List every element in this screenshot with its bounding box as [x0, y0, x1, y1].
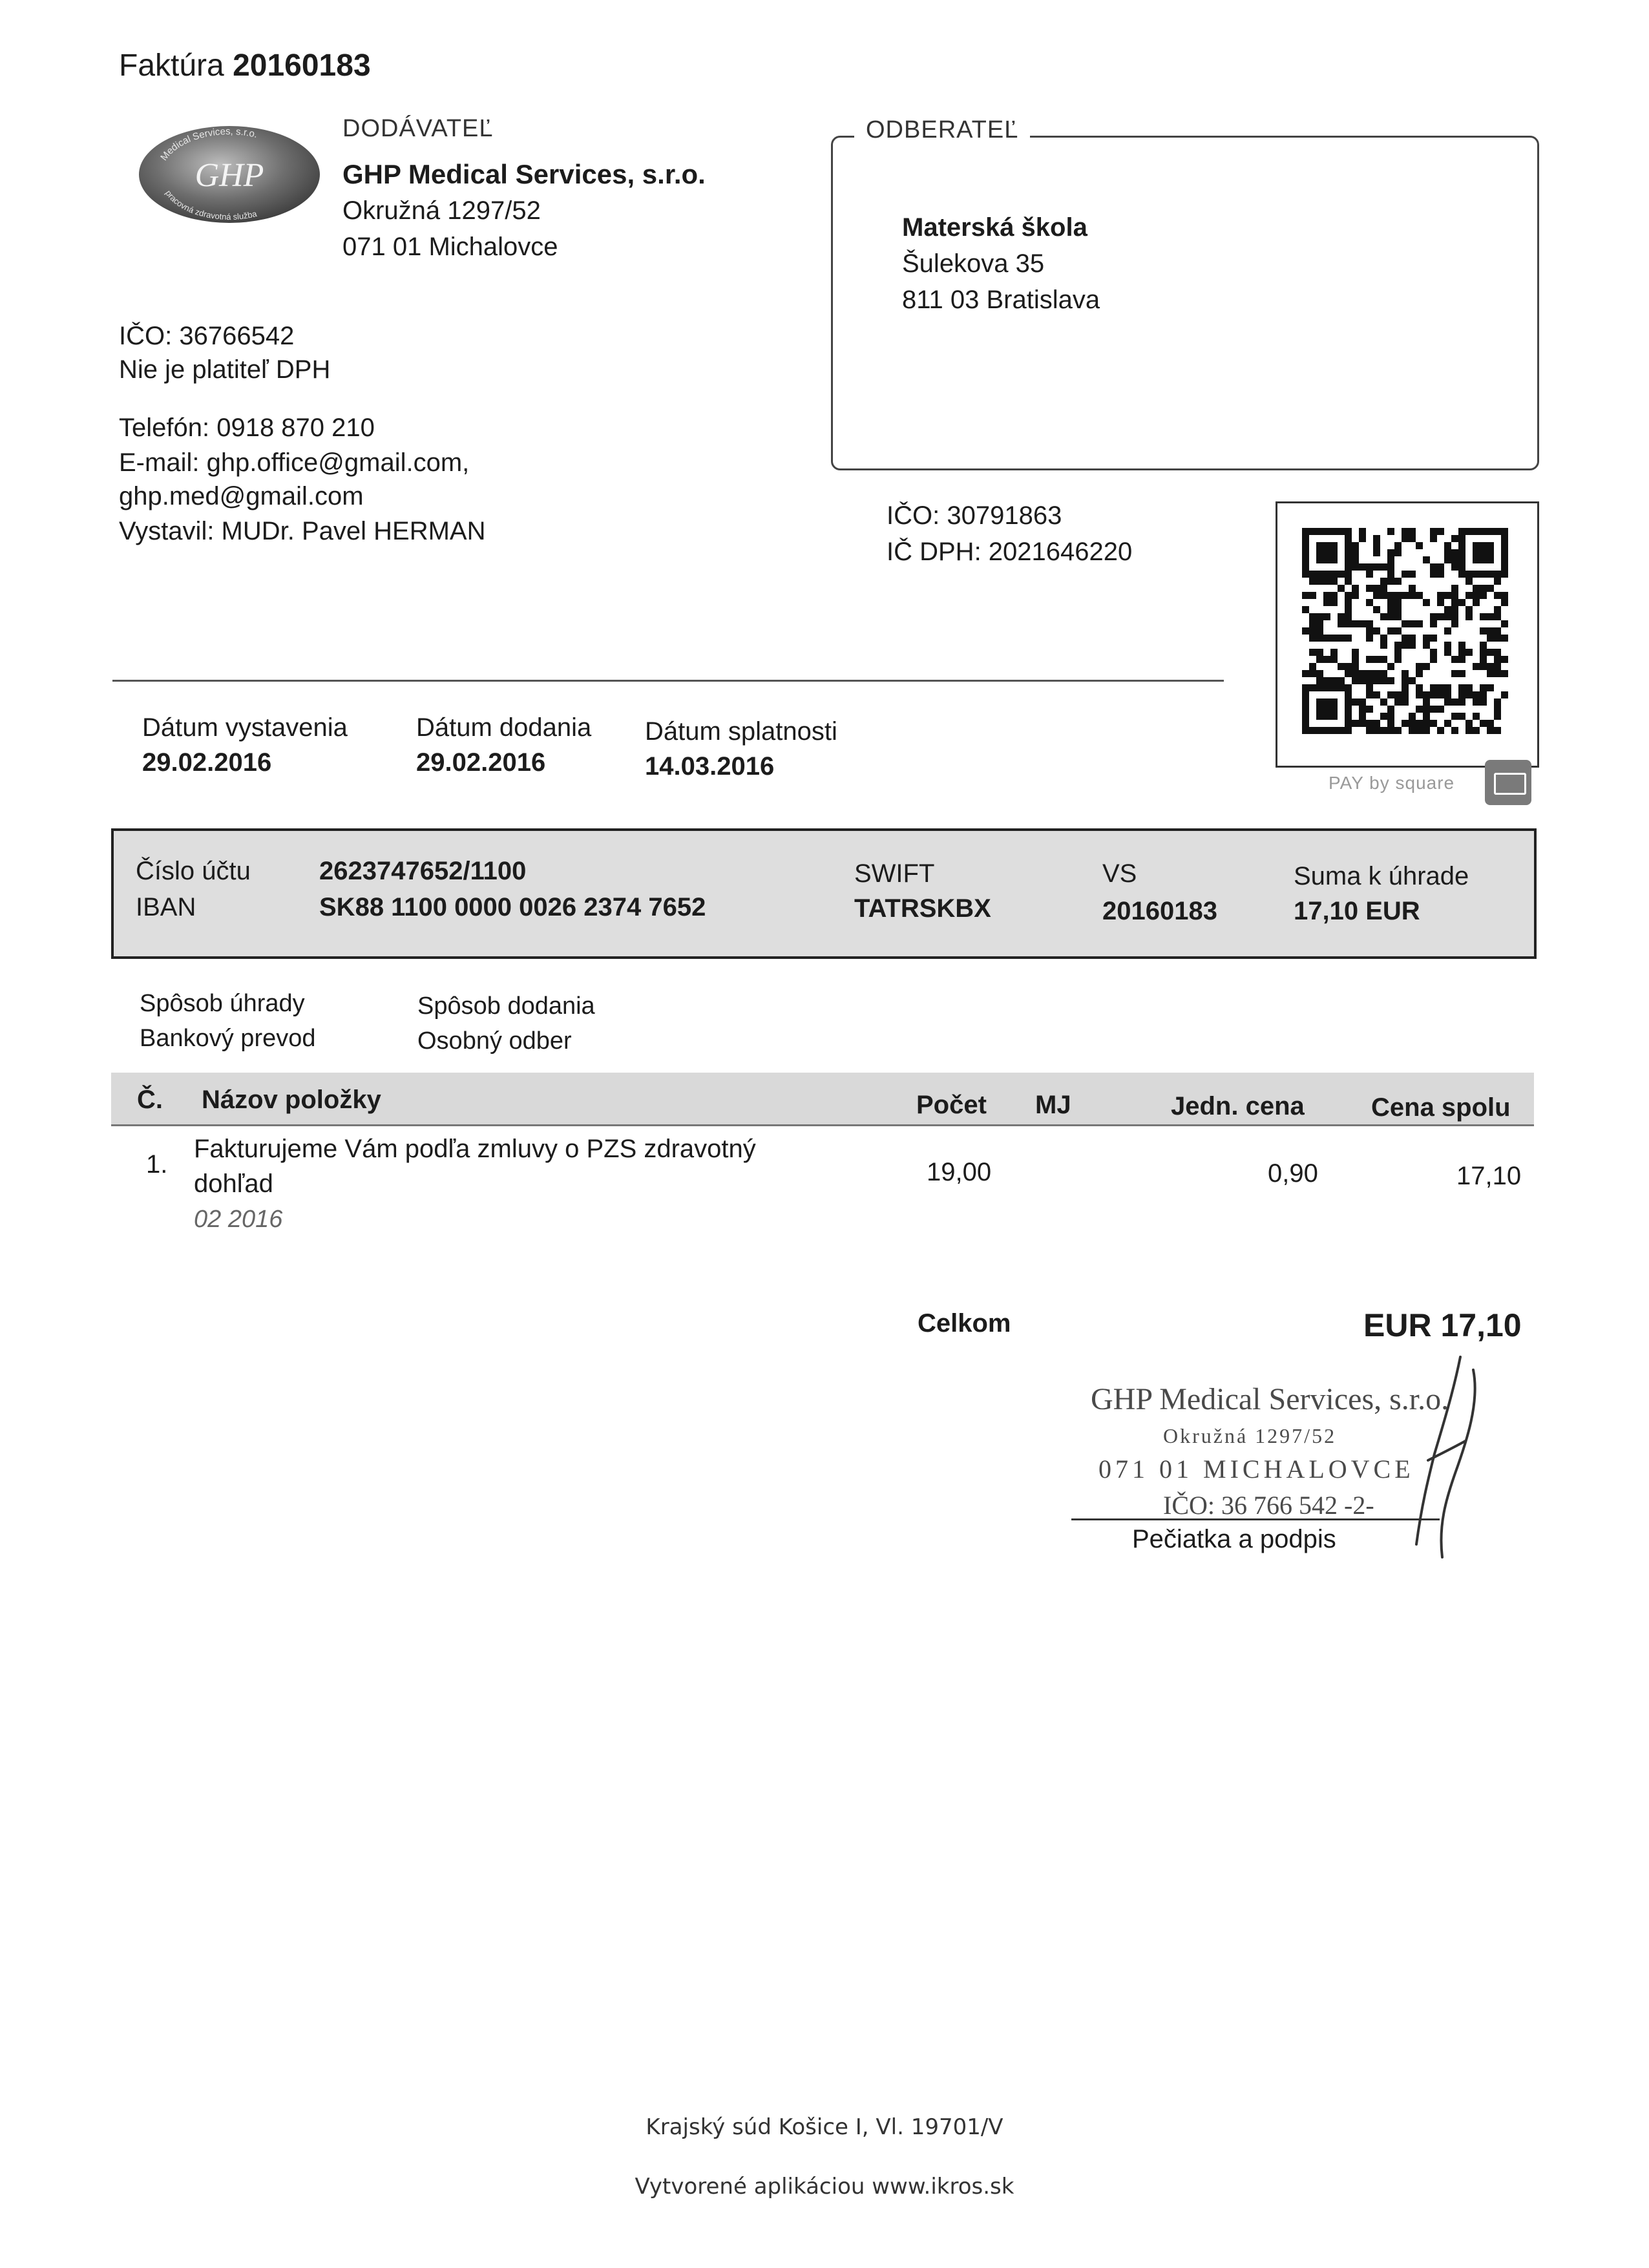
col-header-no: Č.: [137, 1086, 163, 1114]
item-name-line-1: Fakturujeme Vám podľa zmluvy o PZS zdravotný: [194, 1135, 756, 1163]
supplier-name: GHP Medical Services, s.r.o.: [342, 159, 706, 189]
col-header-total: Cena spolu: [1371, 1093, 1511, 1122]
amount-label: Suma k úhrade: [1294, 862, 1469, 890]
svg-text:Medical Services, s.r.o.: Medical Services, s.r.o.: [158, 125, 259, 163]
col-header-unit-price: Jedn. cena: [1171, 1092, 1305, 1120]
supplier-city: 071 01 Michalovce: [342, 233, 558, 261]
buyer-city: 811 03 Bratislava: [902, 286, 1100, 314]
vs-value: 20160183: [1102, 897, 1217, 925]
bank-details-box: [111, 828, 1537, 959]
swift-value: TATRSKBX: [854, 894, 991, 923]
col-header-unit: MJ: [1035, 1091, 1071, 1119]
invoice-number: 20160183: [233, 48, 371, 83]
divider: [112, 680, 1224, 682]
vs-label: VS: [1102, 859, 1137, 888]
supplier-street: Okružná 1297/52: [342, 196, 541, 225]
supplier-ico: IČO: 36766542: [119, 322, 295, 350]
item-no: 1.: [146, 1150, 168, 1179]
delivery-date: 29.02.2016: [416, 748, 546, 777]
footer-court: Krajský súd Košice I, Vl. 19701/V: [646, 2114, 1003, 2140]
due-date: 14.03.2016: [645, 752, 775, 781]
signature-label: Pečiatka a podpis: [1132, 1525, 1336, 1553]
qr-frame: [1276, 501, 1539, 768]
iban-value: SK88 1100 0000 0026 2374 7652: [319, 893, 706, 921]
stamp-line-2: Okružná 1297/52: [1163, 1424, 1337, 1447]
buyer-ico: IČO: 30791863: [887, 501, 1062, 530]
iban-label: IBAN: [136, 893, 196, 921]
buyer-name: Materská škola: [902, 213, 1087, 242]
invoice-title: [119, 48, 371, 83]
swift-label: SWIFT: [854, 859, 935, 888]
col-header-name: Názov položky: [202, 1086, 381, 1114]
invoice-title-label: Faktúra: [119, 48, 224, 83]
signature-line: [1071, 1518, 1440, 1520]
footer-created: Vytvorené aplikáciou www.ikros.sk: [635, 2174, 1014, 2200]
stamp-line-3: 071 01 MICHALOVCE: [1098, 1454, 1414, 1484]
total-value: EUR 17,10: [1363, 1307, 1522, 1343]
issued-by: Vystavil: MUDr. Pavel HERMAN: [119, 517, 486, 545]
delivery-date-label: Dátum dodania: [416, 713, 592, 742]
supplier-email-2: ghp.med@gmail.com: [119, 482, 364, 510]
issued-date: 29.02.2016: [142, 748, 272, 777]
pay-by-square-label: PAY by square: [1329, 773, 1455, 793]
item-total: 17,10: [1456, 1162, 1522, 1190]
item-unit-price: 0,90: [1268, 1159, 1318, 1188]
item-qty: 19,00: [927, 1158, 992, 1186]
account-label: Číslo účtu: [136, 857, 251, 885]
supplier-email-1: E-mail: ghp.office@gmail.com,: [119, 448, 470, 477]
svg-text:pracovná zdravotná služba: pracovná zdravotná služba: [163, 188, 258, 222]
buyer-street: Šulekova 35: [902, 249, 1045, 278]
supplier-section-label: DODÁVATEĽ: [342, 115, 494, 142]
total-label: Celkom: [918, 1309, 1011, 1338]
svg-text:GHP: GHP: [194, 157, 264, 194]
amount-value: 17,10 EUR: [1294, 897, 1420, 925]
handwritten-signature: [1383, 1350, 1486, 1570]
payment-method: Bankový prevod: [140, 1025, 316, 1052]
payment-method-label: Spôsob úhrady: [140, 990, 305, 1017]
supplier-vat-status: Nie je platiteľ DPH: [119, 355, 331, 384]
supplier-phone: Telefón: 0918 870 210: [119, 414, 375, 442]
stamp-line-1: GHP Medical Services, s.r.o.: [1091, 1382, 1449, 1416]
item-period: 02 2016: [194, 1206, 283, 1233]
delivery-method: Osobný odber: [417, 1027, 572, 1055]
account-number: 2623747652/1100: [319, 857, 527, 885]
due-date-label: Dátum splatnosti: [645, 717, 837, 746]
qr-code: [1277, 503, 1533, 762]
card-icon: [1485, 760, 1531, 805]
buyer-vat-id: IČ DPH: 2021646220: [887, 538, 1133, 566]
item-name-line-2: dohľad: [194, 1170, 273, 1198]
buyer-section-label: ODBERATEĽ: [854, 116, 1030, 144]
issued-date-label: Dátum vystavenia: [142, 713, 348, 742]
company-logo: [136, 123, 323, 226]
col-header-qty: Počet: [916, 1091, 987, 1119]
delivery-method-label: Spôsob dodania: [417, 992, 595, 1020]
stamp-line-4: IČO: 36 766 542 -2-: [1163, 1491, 1374, 1520]
items-table-header: [111, 1073, 1534, 1126]
